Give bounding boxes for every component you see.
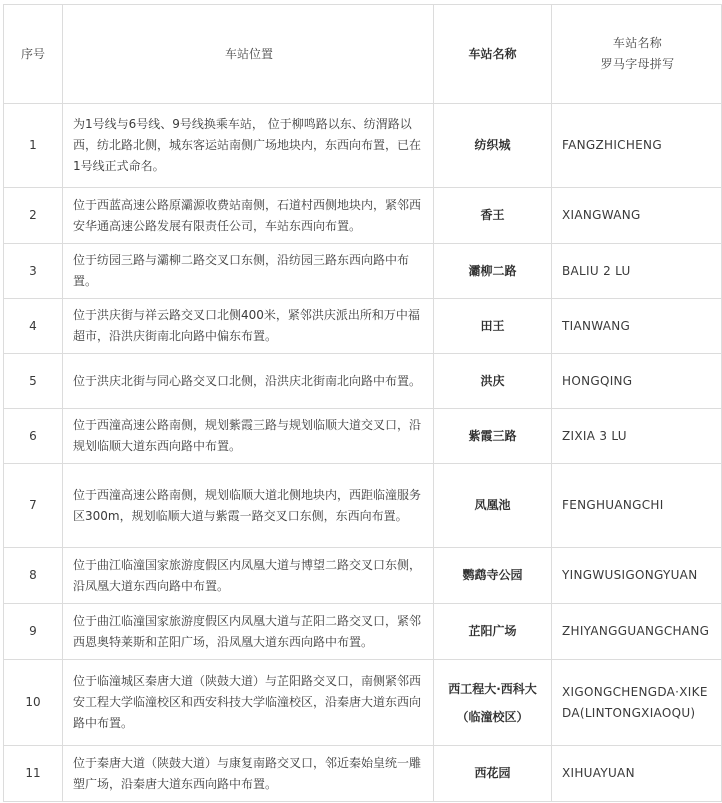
row-name: 灞柳二路 (434, 244, 552, 299)
table-row (4, 188, 722, 244)
row-location: 位于洪庆街与祥云路交叉口北侧400米，紧邻洪庆派出所和万中福超市，沿洪庆街南北向路中偏东布置。 (63, 299, 434, 354)
table-row (4, 354, 722, 409)
row-name: 香王 (434, 188, 552, 244)
table-row (4, 464, 722, 548)
header-roman (552, 5, 722, 104)
row-location: 位于洪庆北街与同心路交叉口北侧，沿洪庆北街南北向路中布置。 (63, 354, 434, 409)
row-no: 2 (4, 188, 63, 244)
row-no: 11 (4, 746, 63, 802)
row-location: 位于曲江临潼国家旅游度假区内凤凰大道与博望二路交叉口东侧，沿凤凰大道东西向路中布置。 (63, 548, 434, 604)
row-location: 位于纺园三路与灞柳二路交叉口东侧，沿纺园三路东西向路中布置。 (63, 244, 434, 299)
row-no: 6 (4, 409, 63, 464)
header-location: 车站位置 (63, 5, 434, 104)
row-location: 位于西蓝高速公路原灞源收费站南侧，石道村西侧地块内，紧邻西安华通高速公路发展有限责任公司，车站东西向布置。 (63, 188, 434, 244)
table-row (4, 604, 722, 660)
row-no: 3 (4, 244, 63, 299)
header-roman-line2: 罗马字母拼写 (600, 57, 675, 71)
row-roman: HONGQING (552, 354, 722, 409)
table-row (4, 244, 722, 299)
station-table (3, 4, 722, 802)
row-name: 西花园 (434, 746, 552, 802)
header-name: 车站名称 (434, 5, 552, 104)
table-row (4, 104, 722, 188)
row-roman: ZIXIA 3 LU (552, 409, 722, 464)
row-name: 纺织城 (434, 104, 552, 188)
row-name: 洪庆 (434, 354, 552, 409)
table-body (4, 104, 722, 802)
row-roman: XIHUAYUAN (552, 746, 722, 802)
row-location: 为1号线与6号线、9号线换乘车站， 位于柳鸣路以东、纺渭路以西，纺北路北侧，城东客运站南侧广场地块内，东西向布置，已在1号线正式命名。 (63, 104, 434, 188)
header-roman-line1: 车站名称 (612, 36, 663, 50)
table-header (4, 5, 722, 104)
row-roman: XIANGWANG (552, 188, 722, 244)
row-no: 4 (4, 299, 63, 354)
row-roman: TIANWANG (552, 299, 722, 354)
table-row (4, 746, 722, 802)
row-roman: ZHIYANGGUANGCHANG (552, 604, 722, 660)
header-row (4, 5, 722, 104)
table-row (4, 299, 722, 354)
row-no: 1 (4, 104, 63, 188)
row-location: 位于西潼高速公路南侧，规划临顺大道北侧地块内，西距临潼服务区300m，规划临顺大道与紫霞一路交叉口东侧，东西向布置。 (63, 464, 434, 548)
table-row (4, 548, 722, 604)
row-no: 10 (4, 660, 63, 746)
table-row (4, 409, 722, 464)
row-roman: FENGHUANGCHI (552, 464, 722, 548)
row-roman: YINGWUSIGONGYUAN (552, 548, 722, 604)
row-no: 8 (4, 548, 63, 604)
row-name: 紫霞三路 (434, 409, 552, 464)
row-location: 位于曲江临潼国家旅游度假区内凤凰大道与芷阳二路交叉口，紧邻西恩奥特莱斯和芷阳广场，沿凤凰大道东西向路中布置。 (63, 604, 434, 660)
row-no: 7 (4, 464, 63, 548)
row-location: 位于临潼城区秦唐大道（陕鼓大道）与芷阳路交叉口，南侧紧邻西安工程大学临潼校区和西安科技大学临潼校区，沿秦唐大道东西向路中布置。 (63, 660, 434, 746)
row-no: 9 (4, 604, 63, 660)
row-roman: XIGONGCHENGDA·XIKEDA(LINTONGXIAOQU) (552, 660, 722, 746)
row-name: 凤凰池 (434, 464, 552, 548)
table-row (4, 660, 722, 746)
row-roman: FANGZHICHENG (552, 104, 722, 188)
header-no: 序号 (4, 5, 63, 104)
row-name: 西工程大·西科大（临潼校区） (434, 660, 552, 746)
row-name: 芷阳广场 (434, 604, 552, 660)
row-name: 鹦鹉寺公园 (434, 548, 552, 604)
row-name: 田王 (434, 299, 552, 354)
row-location: 位于秦唐大道（陕鼓大道）与康复南路交叉口，邻近秦始皇统一雕塑广场，沿秦唐大道东西向路中布置。 (63, 746, 434, 802)
row-roman: BALIU 2 LU (552, 244, 722, 299)
row-location: 位于西潼高速公路南侧，规划紫霞三路与规划临顺大道交叉口，沿规划临顺大道东西向路中布置。 (63, 409, 434, 464)
row-no: 5 (4, 354, 63, 409)
